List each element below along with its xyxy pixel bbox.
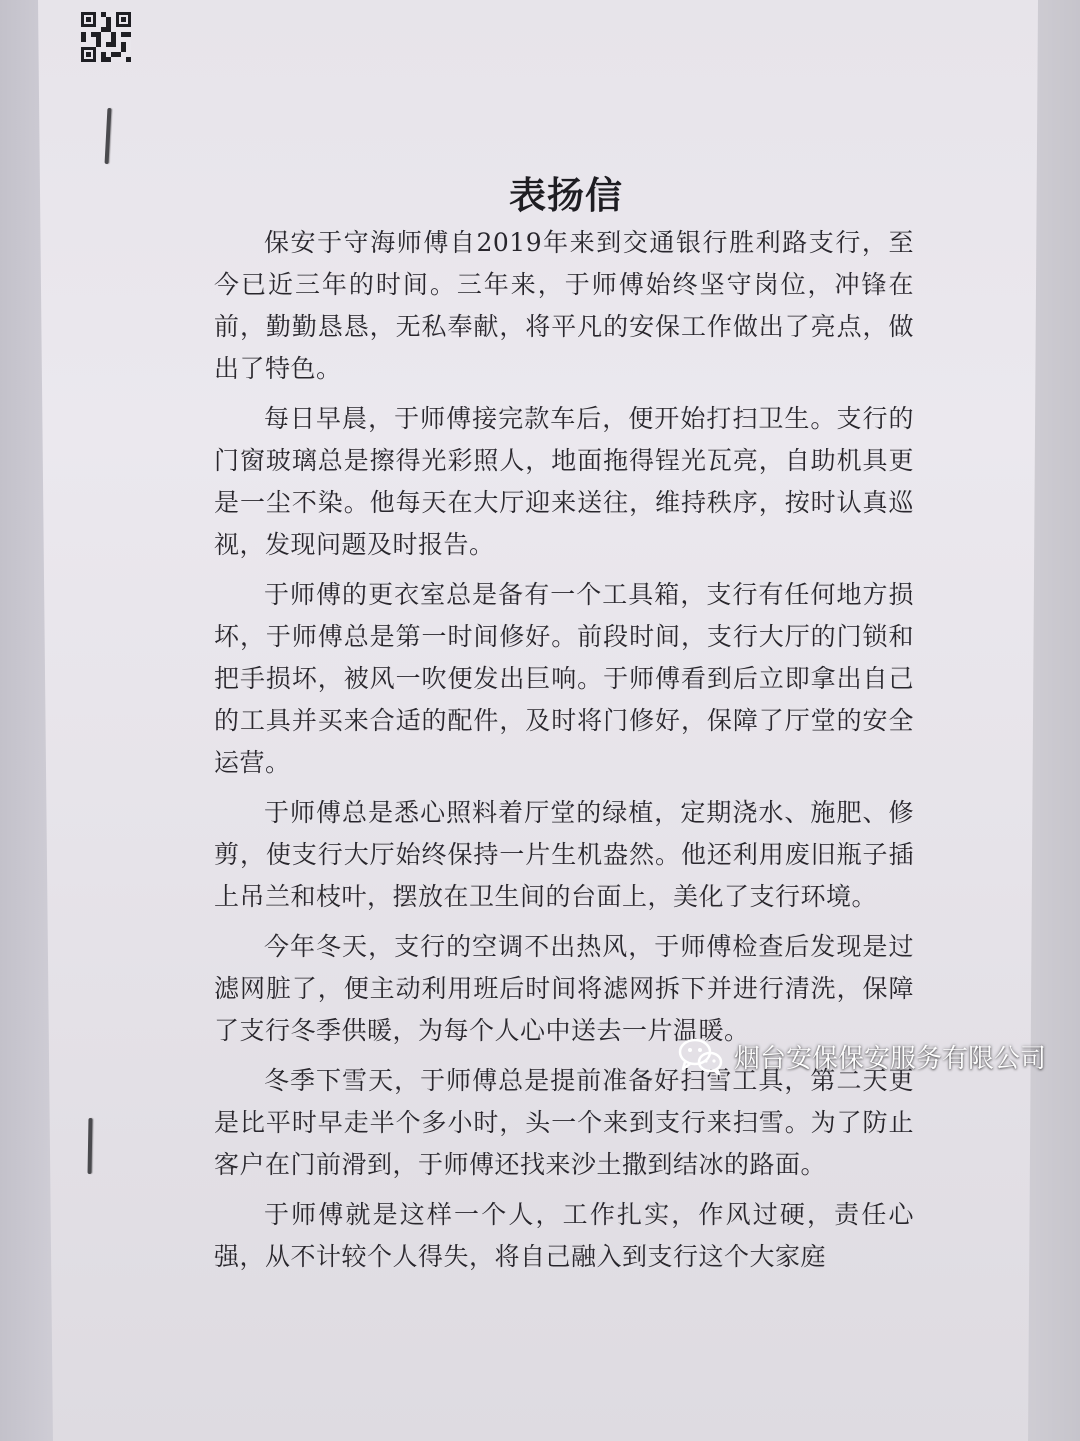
letter-body — [214, 222, 914, 1286]
paragraph-5: 今年冬天，支行的空调不出热风，于师傅检查后发现是过滤网脏了，便主动利用班后时间将滤网拆下并进行清洗，保障了支行冬季供暖，为每个人心中送去一片温暖。 — [214, 932, 914, 1045]
paragraph-1: 保安于守海师傅自2019年来到交通银行胜利路支行，至今已近三年的时间。三年来，于师傅始终坚守岗位，冲锋在前，勤勤恳恳，无私奉献，将平凡的安保工作做出了亮点，做出了特色。 — [214, 228, 914, 383]
account-watermark — [678, 1036, 1046, 1076]
paragraph-6: 冬季下雪天，于师傅总是提前准备好扫雪工具，第二天更是比平时早走半个多小时，头一个来到支行来扫雪。为了防止客户在门前滑到，于师傅还找来沙土撒到结冰的路面。 — [214, 1066, 914, 1179]
watermark-text: 烟台安保保安服务有限公司 — [733, 1043, 1046, 1074]
paragraph-7: 于师傅就是这样一个人，工作扎实，作风过硬，责任心强，从不计较个人得失，将自己融入到支行这个大家庭 — [214, 1200, 914, 1271]
qr-code-icon — [81, 12, 131, 62]
paragraph-3: 于师傅的更衣室总是备有一个工具箱，支行有任何地方损坏，于师傅总是第一时间修好。前段时间，支行大厅的门锁和把手损坏，被风一吹便发出巨响。于师傅看到后立即拿出自己的工具并买来合适的配件，及时将门修好，保障了厅堂的安全运营。 — [214, 580, 914, 777]
paragraph-2: 每日早晨，于师傅接完款车后，便开始打扫卫生。支行的门窗玻璃总是擦得光彩照人，地面拖得锃光瓦亮，自助机具更是一尘不染。他每天在大厅迎来送往，维持秩序，按时认真巡视，发现问题及时报告。 — [214, 404, 914, 559]
wechat-icon — [678, 1036, 724, 1076]
paragraph-4: 于师傅总是悉心照料着厅堂的绿植，定期浇水、施肥、修剪，使支行大厅始终保持一片生机盎然。他还利用废旧瓶子插上吊兰和枝叶，摆放在卫生间的台面上，美化了支行环境。 — [214, 798, 914, 911]
letter-title: 表扬信 — [509, 173, 623, 217]
